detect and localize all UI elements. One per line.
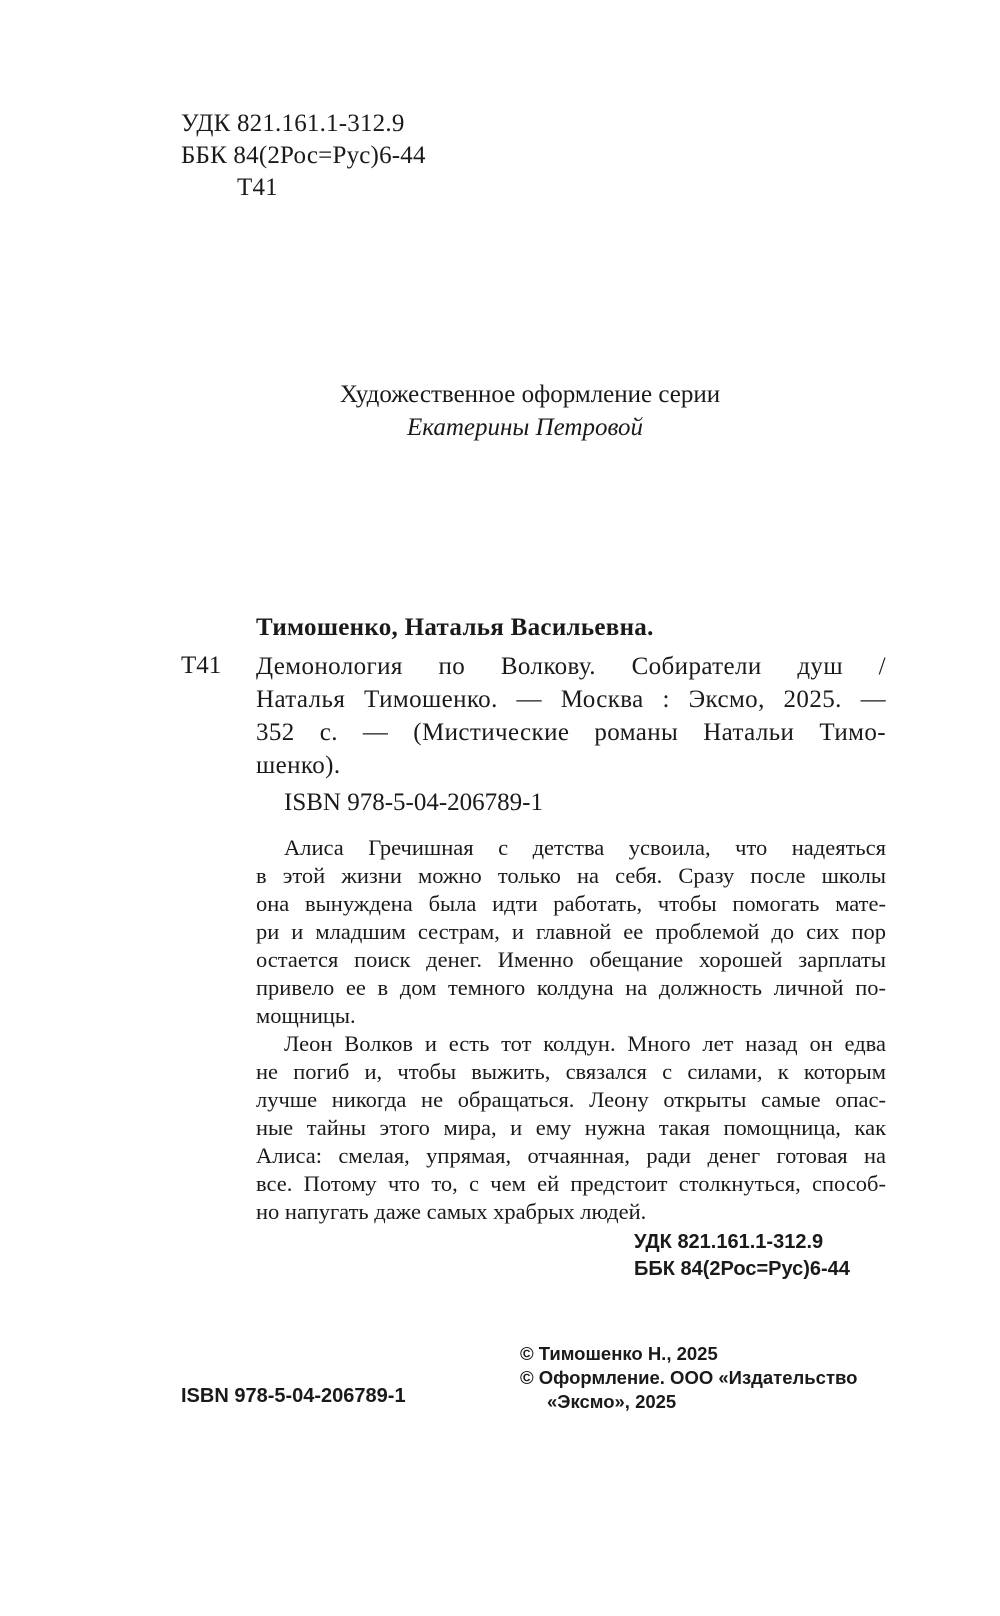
record-line: Демонология по Волкову. Собиратели душ / bbox=[256, 653, 886, 680]
udk-code-bottom: УДК 821.161.1-312.9 bbox=[634, 1231, 824, 1253]
copyright-author: © Тимошенко Н., 2025 bbox=[520, 1343, 718, 1364]
annotation-line: Алиса Гречишная с детства усвоила, что надеяться bbox=[284, 835, 886, 860]
annotation-line: но напугать даже самых храбрых людей. bbox=[256, 1199, 647, 1224]
annotation bbox=[256, 834, 886, 1226]
annotation-line: привело ее в дом темного колдуна на должность личной по- bbox=[256, 975, 886, 1000]
record-author: Тимошенко, Наталья Васильевна. bbox=[256, 614, 654, 641]
design-credit-label: Художественное оформление серии bbox=[339, 381, 721, 408]
isbn-bottom: ISBN 978-5-04-206789-1 bbox=[181, 1385, 406, 1407]
record-line: Наталья Тимошенко. — Москва : Эксмо, 2025. — bbox=[256, 686, 886, 713]
annotation-line: лучше никогда не обращаться. Леону открыты самые опас- bbox=[256, 1087, 886, 1112]
classification-top bbox=[181, 108, 426, 204]
annotation-line: в этой жизни можно только на себя. Сразу после школы bbox=[256, 863, 886, 888]
author-mark: Т41 bbox=[237, 174, 278, 201]
copyright-design-cont: «Эксмо», 2025 bbox=[547, 1391, 677, 1412]
annotation-line: Алиса: смелая, упрямая, отчаянная, ради денег готовая на bbox=[256, 1143, 886, 1168]
copyright bbox=[520, 1342, 890, 1414]
annotation-line: не погиб и, чтобы выжить, связался с силами, к которым bbox=[256, 1059, 886, 1084]
annotation-line: мощницы. bbox=[256, 1003, 356, 1028]
record-line: 352 с. — (Мистические романы Натальи Тимо- bbox=[256, 719, 886, 746]
annotation-line: Леон Волков и есть тот колдун. Много лет назад он едва bbox=[284, 1031, 886, 1056]
record-author-mark: Т41 bbox=[181, 652, 222, 679]
classification-bottom bbox=[634, 1229, 850, 1283]
annotation-line: она вынуждена была идти работать, чтобы помогать мате- bbox=[256, 891, 886, 916]
record-description bbox=[256, 650, 886, 782]
annotation-line: ные тайны этого мира, и ему нужна такая помощница, как bbox=[256, 1115, 886, 1140]
annotation-line: ри и младшим сестрам, и главной ее проблемой до сих пор bbox=[256, 919, 886, 944]
record-isbn: ISBN 978-5-04-206789-1 bbox=[284, 789, 544, 816]
design-credit bbox=[0, 378, 1000, 444]
bbk-code-bottom: ББК 84(2Рос=Рус)6-44 bbox=[634, 1258, 850, 1280]
record-line: шенко). bbox=[256, 752, 341, 779]
copyright-design: © Оформление. ООО «Издательство bbox=[520, 1367, 858, 1388]
bbk-code: ББК 84(2Рос=Рус)6-44 bbox=[181, 142, 426, 169]
udk-code: УДК 821.161.1-312.9 bbox=[181, 110, 405, 137]
annotation-line: остается поиск денег. Именно обещание хорошей зарплаты bbox=[256, 947, 886, 972]
annotation-line: все. Потому что то, с чем ей предстоит столкнуться, способ- bbox=[256, 1171, 886, 1196]
designer-name: Екатерины Петровой bbox=[407, 414, 643, 441]
